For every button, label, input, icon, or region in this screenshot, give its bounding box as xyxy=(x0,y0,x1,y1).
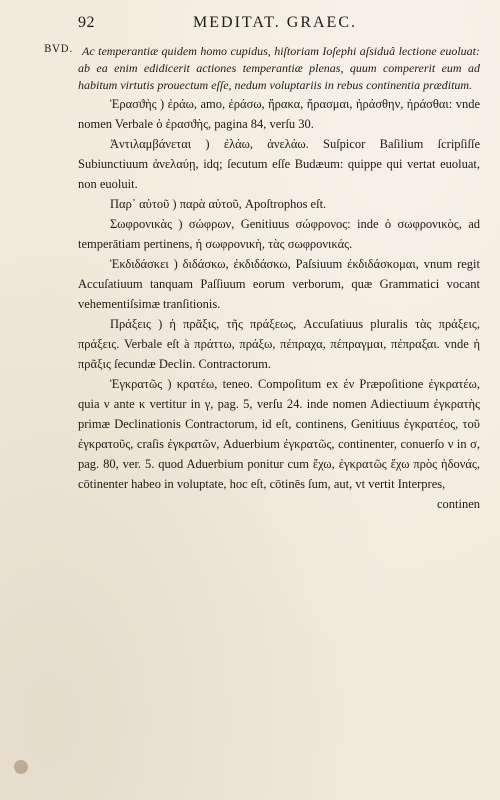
ink-stain xyxy=(14,760,28,774)
entry-paragraph: Πράξεις ) ἡ πρᾶξις, τῆς πράξεως, Accuſatiuus pluralis τὰς πράξεις, πράξεις. Verbale eſt à πράττω, πράξω, πέπραχα, πέπραγμαι, πέπραξαι. vnde ἡ πρᾶξις ſecundæ Declin. Contractorum. xyxy=(78,317,480,371)
entry-paragraph: Ἐκδιδάσκει ) διδάσκω, ἐκδιδάσκω, Paſsiuum ἐκδιδάσκομαι, vnum regit Accuſatiuum tanquam Paſſiuum eorum verborum, quæ Grammatici vocant vehementiſsimæ tranſitionis. xyxy=(78,257,480,311)
entry-paragraph: Ἐγκρατῶς ) κρατέω, teneo. Compoſitum ex ἐν Præpoſitione ἐγκρατέω, quia ν ante κ vertitur in γ, pag. 5, verſu 24. inde nomen Adiectiuum ἐγκρατὴς primæ Declinationis Contractorum, id eſt, continens, Genitiuus ἐγκρατέος, τοῦ ἐγκρατοῦς, craſis ἐγκρατῶν, Aduerbium ἐγκρατῶς, continenter, conuerſo ν in σ, pag. 80, ver. 5. quod Aduerbium ponitur cum ἔχω, ἐγκρατῶς ἔχω πρὸς ἡδονάς, cōtinenter habeo in voluptate, hoc eſt, cōtinēs ſum, aut, vt vertit Interpres, xyxy=(78,377,480,491)
page-header xyxy=(78,14,472,36)
entry-paragraph: Ἐρασϑὴς ) ἐράω, amo, ἐράσω, ἤρακα, ἤρασμαι, ἠράσθην, ἠράσθαι: vnde nomen Verbale ὁ ἐρασϑὴς, pagina 84, verſu 30. xyxy=(78,97,480,131)
running-head: MEDITAT. GRAEC. xyxy=(193,14,357,31)
entry-paragraph: Ἀντιλαμβάνεται ) ἐλάω, ἀνελάω. Suſpicor Baſilium ſcripſiſſe Subiunctiuum ἀνελαύῃ, idq; ſecutum eſſe Budæum: quippe qui vertat euoluat, non euoluit. xyxy=(78,137,480,191)
text-block xyxy=(78,43,480,514)
catchword: continen xyxy=(436,497,480,511)
margin-note: BVD. xyxy=(44,44,74,55)
entry-paragraph: Παρ᾽ αὐτοῦ ) παρὰ αὐτοῦ, Apoſtrophos eſt. xyxy=(110,197,327,211)
entry-paragraph: Σωφρονικὰς ) σώφρων, Genitiuus σώφρονος: inde ὁ σωφρονικὸς, ad temperātiam pertinens, ἡ σωφρονικὴ, τὰς σωφρονικάς. xyxy=(78,217,480,251)
page-number: 92 xyxy=(78,14,95,31)
intro-paragraph: Ac temperantiæ quidem homo cupidus, hiſtoriam Ioſephi aſsiduâ lectione euoluat: ab ea enim edidicerit actiones temperantiæ plenas, quum compererit eum ad habitum virtutis prouectum eſſe, nedum voluptariis in rebus continentia præditum. xyxy=(78,44,480,92)
